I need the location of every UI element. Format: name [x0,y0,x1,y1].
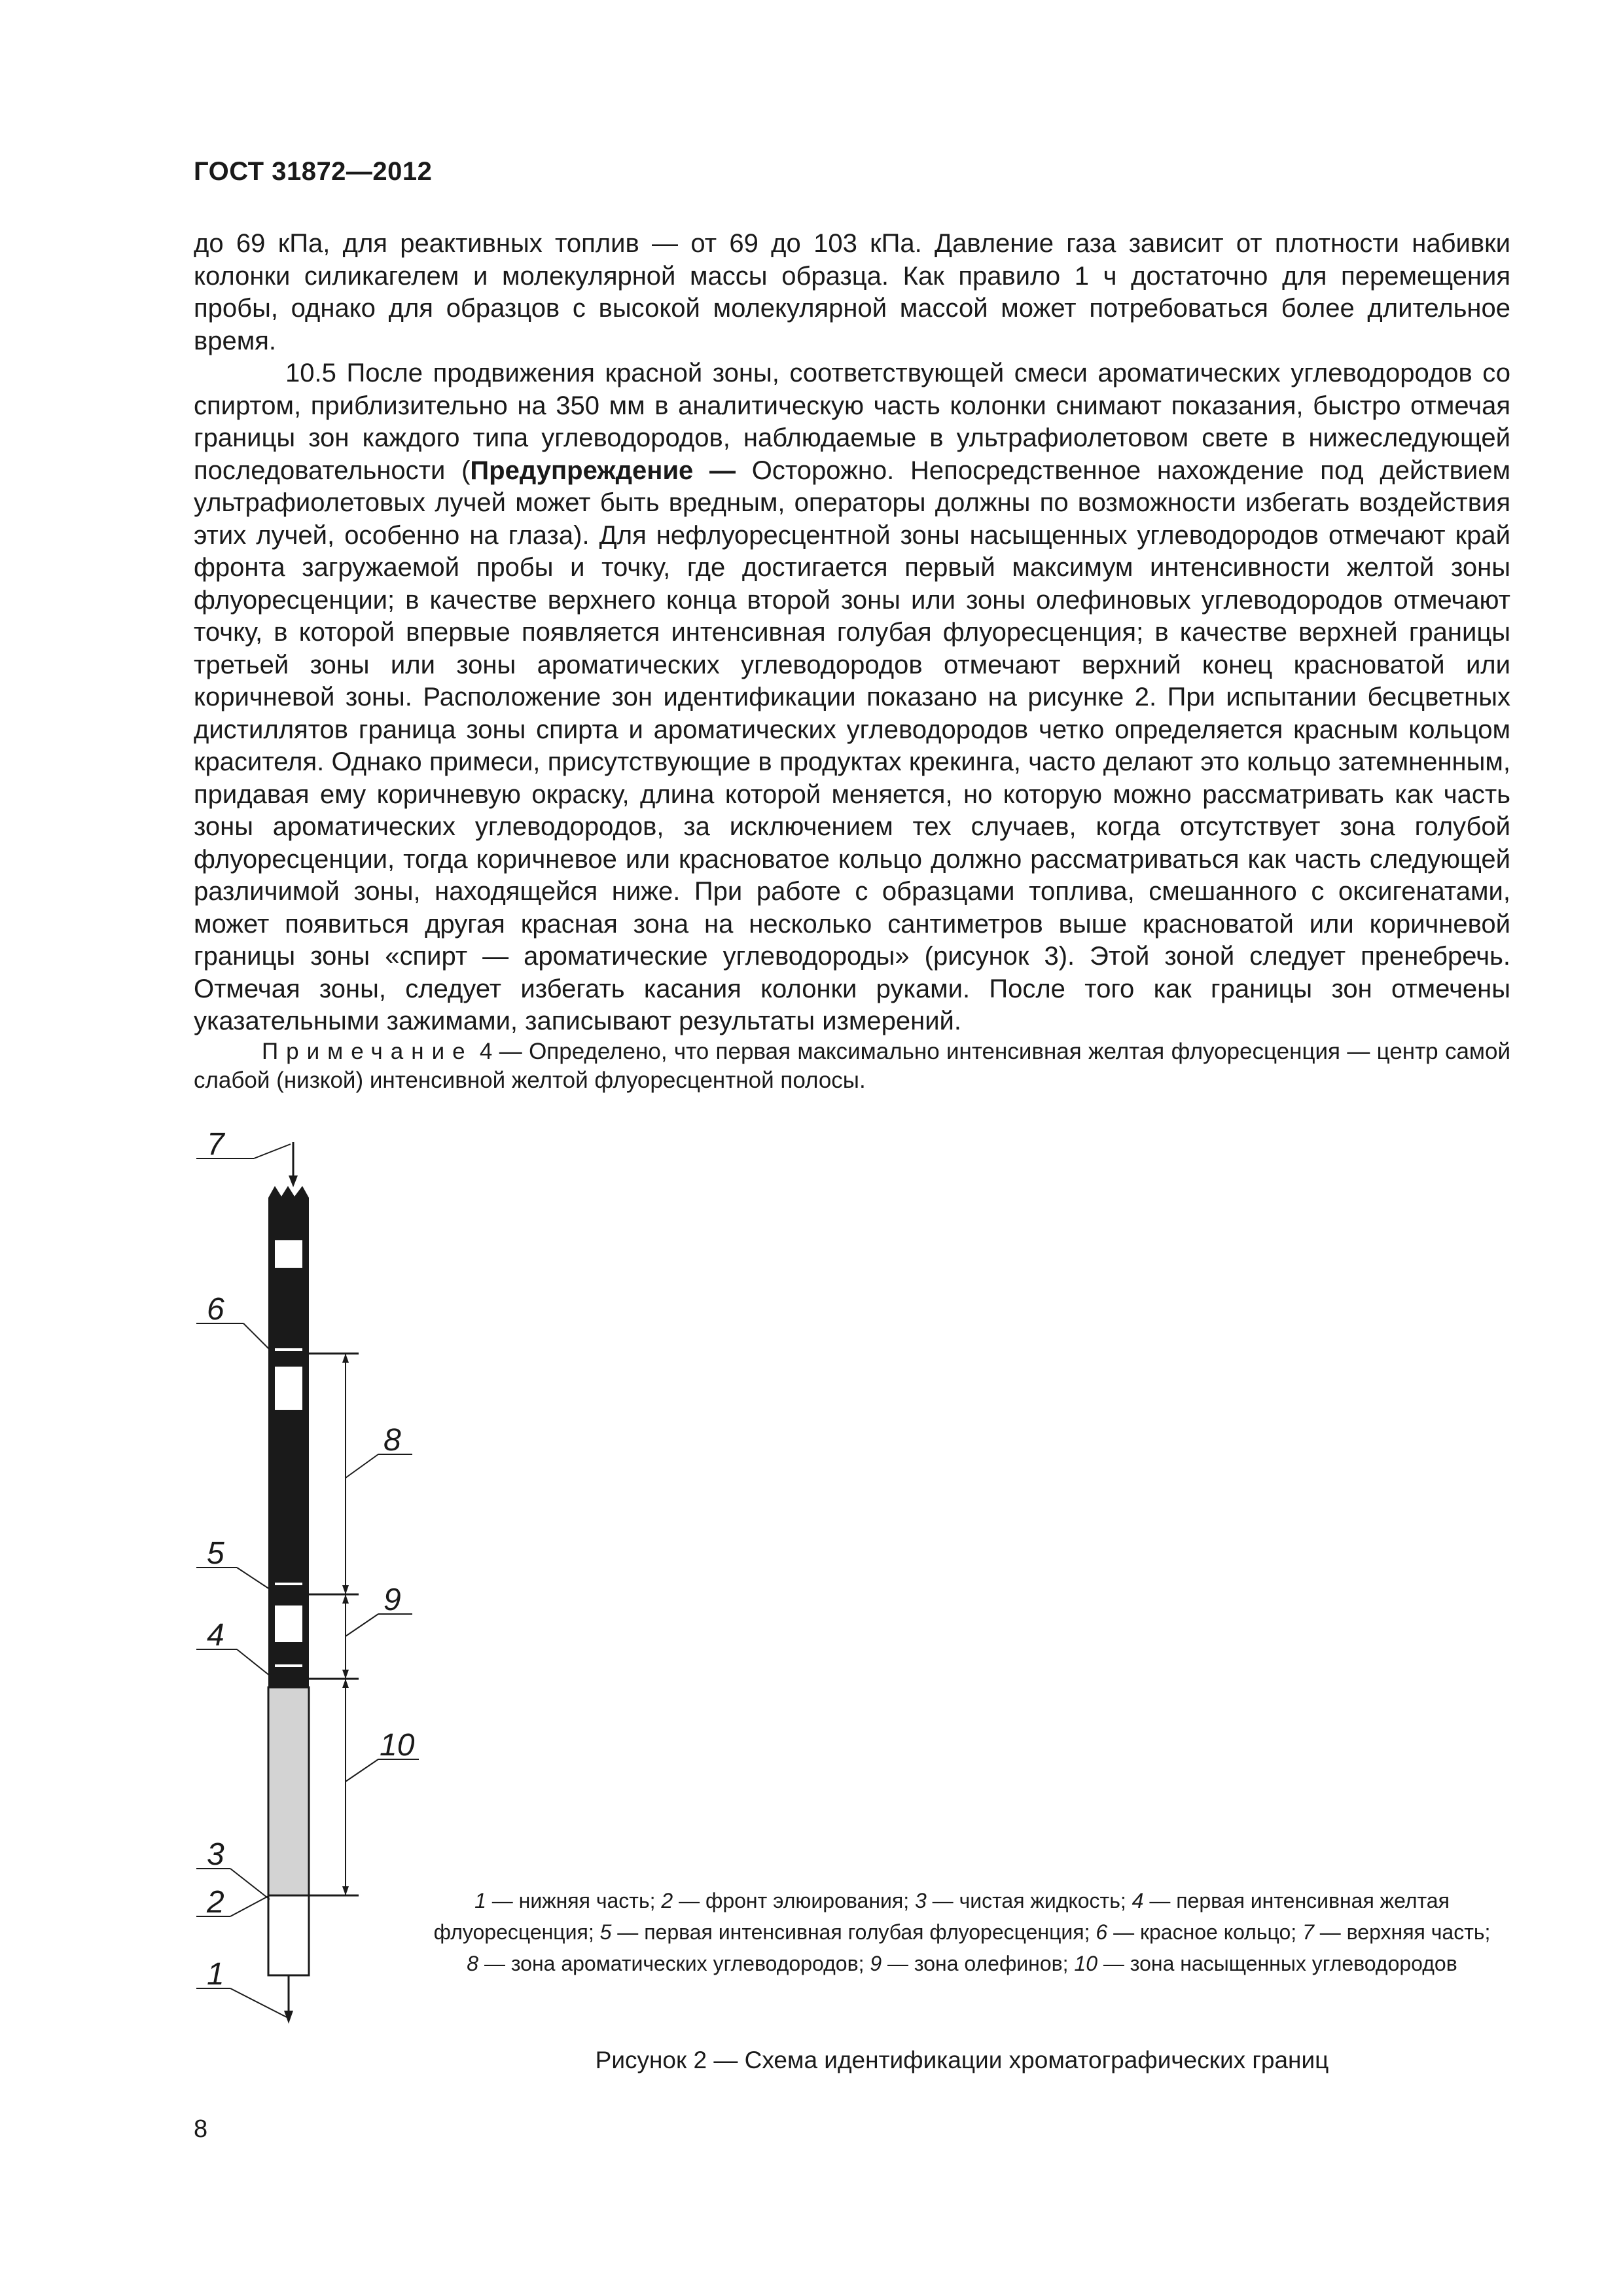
document-header: ГОСТ 31872—2012 [194,157,433,186]
callout-1: 1 [207,1957,224,1992]
dimension-8-arrow-top [342,1354,349,1363]
leader-4-diag [237,1649,270,1676]
warning-label: Предупреждение — [470,456,736,485]
leader-7-diag [254,1144,291,1158]
legend-text-3: — чистая жидкость; [926,1889,1132,1912]
column-window-middle [275,1605,302,1642]
leader-10 [346,1759,378,1782]
callout-7: 7 [207,1127,224,1162]
leader-5-diag [237,1568,270,1589]
legend-num-8: 8 [467,1952,479,1975]
column-gray-zone [268,1687,309,1895]
callout-4: 4 [207,1618,224,1653]
leader-6-diag [243,1323,270,1350]
column-window-upper [275,1367,302,1410]
leader-3-diag [230,1869,270,1899]
paragraph-continuation: до 69 кПа, для реактивных топлив — от 69 до 103 кПа. Давление газа зависит от плотности набивки колонки силикагелем и молекулярной массы образца. Как правило 1 ч достаточно для перемещения пробы, однако для образцов с высокой молекулярной массой может потребоваться более длительное время. [194,229,1510,355]
legend-text-5: — первая интенсивная голубая флуоресценция; [611,1920,1096,1944]
callout-10: 10 [380,1728,415,1763]
legend-text-8: — зона ароматических углеводородов; [478,1952,870,1975]
leader-1-diag [230,1988,287,2017]
leader-2-diag [230,1895,270,1916]
dimension-10-arrow-top [342,1679,349,1688]
legend-text-10: — зона насыщенных углеводородов [1097,1952,1457,1975]
column-bottom-part [268,1895,309,1975]
legend-num-6: 6 [1096,1920,1108,1944]
callout-5: 5 [207,1536,224,1571]
callout-9: 9 [383,1583,401,1617]
top-arrow-head [289,1175,298,1187]
note-text: 4 — Определено, что первая максимально интенсивная желтая флуоресценция — центр самой слабой (низкой) интенсивной желтой флуоресцентной полосы. [194,1039,1510,1093]
leader-8 [346,1454,378,1478]
note-label: Примечание [262,1039,473,1064]
dimension-10-arrow-bottom [342,1886,349,1895]
legend-text-4: — первая интенсивная желтая флуоресценция; [433,1889,1450,1944]
legend-num-9: 9 [870,1952,882,1975]
callout-8: 8 [383,1423,401,1458]
legend-text-2: — фронт элюирования; [673,1889,915,1912]
legend-num-1: 1 [474,1889,486,1912]
legend-text-1: — нижняя часть; [486,1889,662,1912]
callout-6: 6 [207,1292,224,1327]
figure-legend [419,1885,1505,1979]
leader-9 [346,1614,378,1636]
page-number: 8 [194,2115,208,2143]
callout-2: 2 [207,1885,224,1920]
legend-num-2: 2 [661,1889,673,1912]
legend-num-4: 4 [1132,1889,1144,1912]
dimension-9-arrow-top [342,1594,349,1604]
legend-text-6: — красное кольцо; [1107,1920,1303,1944]
column-window-top [275,1240,302,1268]
figure-caption: Рисунок 2 — Схема идентификации хроматографических границ [595,2047,1329,2073]
callout-3: 3 [207,1837,224,1872]
legend-num-7: 7 [1302,1920,1314,1944]
paragraph-10-5-part2: Осторожно. Непосредственное нахождение под действием ультрафиолетовых лучей может быть вредным, операторы должны по возможности избегать воздействия этих лучей, особенно на глаза). Для нефлуоресцентной зоны насыщенных углеводородов отмечают край фронта загружаемой пробы и точку, где достигается первый максимум интенсивности желтой зоны флуоресценции; в качестве верхнего конца второй зоны или зоны олефиновых углеводородов отмечают точку, в которой впервые появляется интенсивная голубая флуоресценция; в качестве верхней границы третьей зоны или зоны ароматических углеводородов отмечают верхний конец красноватой или коричневой зоны. Расположение зон идентификации показано на рисунке 2. При испытании бесцветных дистиллятов граница зоны спирта и ароматических углеводородов четко определяется красным кольцом красителя. Однако примеси, присутствующие в продуктах крекинга, часто делают это кольцо затемненным, придавая ему коричневую окраску, длина которой меняется, но которую можно рассматривать как часть зоны ароматических углеводородов, за исключением тех случаев, когда отсутствует зона голубой флуоресценции, тогда коричневое или красноватое кольцо должно рассматриваться как часть следующей различимой зоны, находящейся ниже. При работе с образцами топлива, смешанного с оксигенатами, может появиться другая красная зона на несколько сантиметров выше красноватой или коричневой границы зоны «спирт — ароматические углеводороды» (рисунок 3). Этой зоной следует пренебречь. Отмечая зоны, следует избегать касания колонки руками. После того как границы зон отмечены указательными зажимами, записывают результаты измерений. [194,456,1510,1035]
legend-num-10: 10 [1074,1952,1097,1975]
legend-num-5: 5 [599,1920,612,1944]
dimension-8-arrow-bottom [342,1585,349,1594]
legend-num-3: 3 [914,1889,927,1912]
legend-text-7: — верхняя часть; [1313,1920,1491,1944]
paragraph-10-5-part1: 10.5 После продвижения красной зоны, соответствующей смеси ароматических углеводородов со спиртом, приблизительно на 350 мм в аналитическую часть колонки снимают показания, быстро отмечая границы зон каждого типа углеводородов, наблюдаемые в ультрафиолетовом свете в нижеследующей последовательности ( [194,359,1510,485]
legend-text-9: — зона олефинов; [882,1952,1075,1975]
dimension-9-arrow-bottom [342,1670,349,1679]
